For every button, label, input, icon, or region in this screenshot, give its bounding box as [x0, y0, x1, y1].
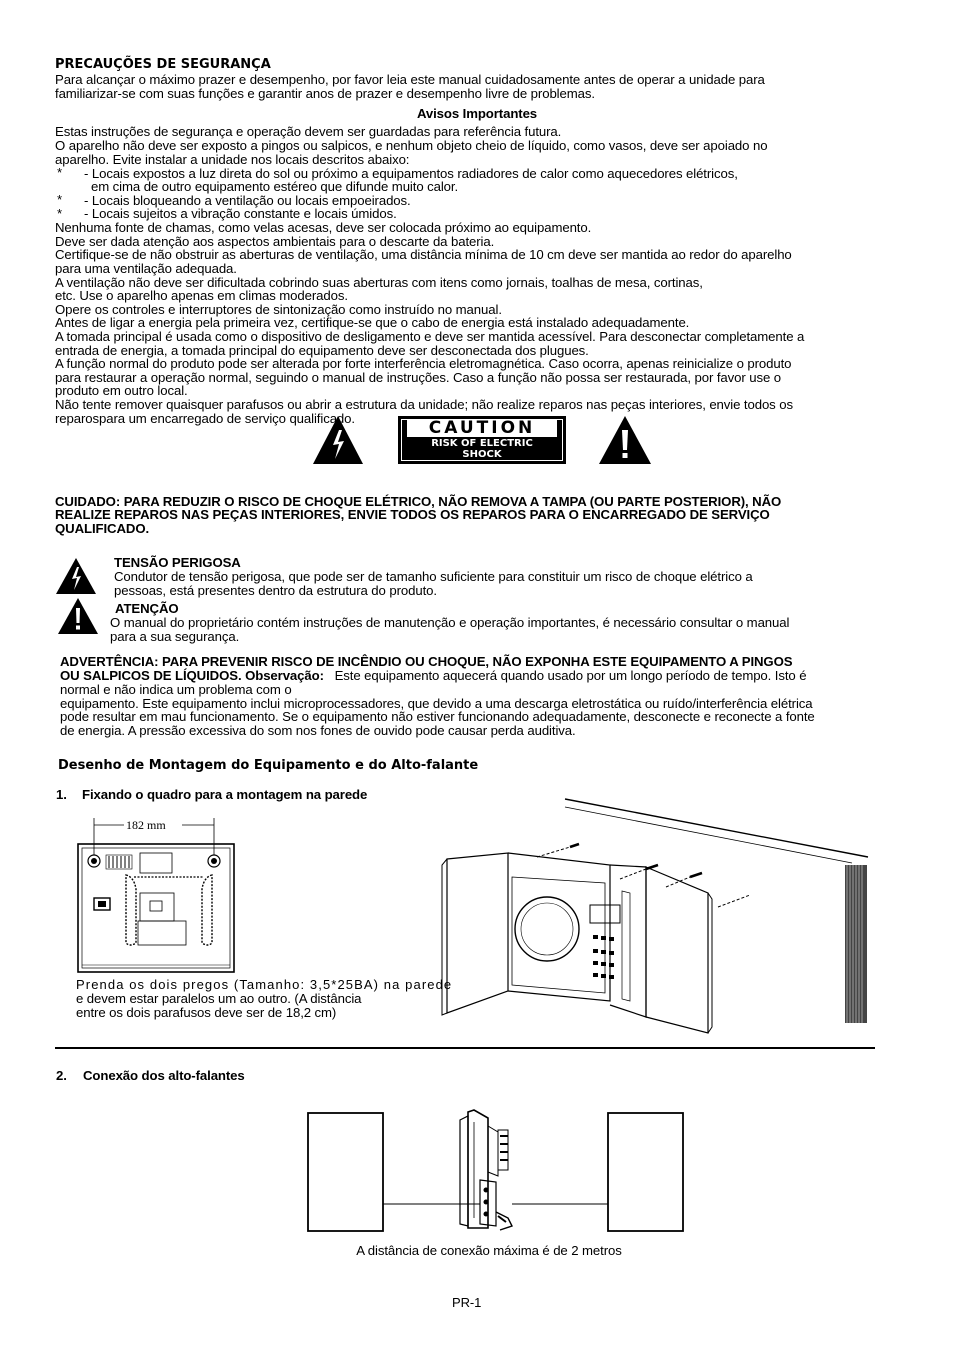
cuidado-line-1: CUIDADO: PARA REDUZIR O RISCO DE CHOQUE ELÉTRICO, NÃO REMOVA A TAMPA (OU PARTE POSTERIOR), NÃO [55, 494, 782, 509]
page-title: PRECAUÇÕES DE SEGURANÇA [55, 57, 271, 72]
advertencia-line: pode resultar em mau funcionamento. Se o equipamento não estiver funcionando adequadamente, desconecte e reconecte a fonte [60, 709, 815, 724]
step-2-caption: A distância de conexão máxima é de 2 metros [356, 1243, 622, 1258]
bullet-1-line-1: - Locais expostos a luz direta do sol ou próximo a equipamentos radiadores de calor como aquecedores elétricos, [84, 166, 738, 181]
montagem-heading: Desenho de Montagem do Equipamento e do Alto-falante [58, 758, 479, 773]
step-1-caption-line-3: entre os dois parafusos deve ser de 18,2 cm) [76, 1005, 337, 1020]
tensao-line-1: Condutor de tensão perigosa, que pode ser de tamanho suficiente para constituir um risco de choque elétrico a [114, 569, 753, 584]
step-1-caption-line-2: e devem estar paralelos um ao outro. (A distância [76, 991, 362, 1006]
step-1-caption-line-1: Prenda os dois pregos (Tamanho: 3,5*25BA) na parede [76, 977, 453, 992]
rule-line: A ventilação não deve ser dificultada cobrindo suas aberturas com itens como jornais, toalhas de mesa, cortinas, [55, 275, 703, 290]
atencao-line-1: O manual do proprietário contém instruções de manutenção e operação importantes, é necessário consultar o manual [110, 615, 790, 630]
cuidado-line-2: REALIZE REPAROS NAS PEÇAS INTERIORES, ENVIE TODOS OS REPAROS PARA O ENCARREGADO DE SERVIÇO [55, 507, 770, 522]
bullet-mark: * [57, 192, 63, 207]
rule-line: Não tente remover quaisquer parafusos ou abrir a estrutura da unidade; não realize reparos nas peças interiores, envie todos os [55, 397, 793, 412]
dimension-label: 182 mm [126, 818, 166, 832]
rule-line: A função normal do produto pode ser alterada por forte interferência eletromagnética. Caso ocorra, apenas reinicialize o produto [55, 356, 792, 371]
lightning-triangle-icon [312, 415, 364, 465]
avisos-line-3: aparelho. Evite instalar a unidade nos locais descritos abaixo: [55, 152, 410, 167]
exclamation-triangle-icon [598, 415, 652, 465]
caution-word: CAUTION [407, 419, 557, 437]
advertencia-line-2-rest: Este equipamento aquecerá quando usado por um longo período de tempo. Isto é [323, 668, 807, 683]
intro-line-1: Para alcançar o máximo prazer e desempenho, por favor leia este manual cuidadosamente antes de operar a unidade para [55, 72, 765, 87]
page-number: PR-1 [452, 1295, 482, 1310]
avisos-line-1: Estas instruções de segurança e operação devem ser guardadas para referência futura. [55, 124, 562, 139]
tensao-heading: TENSÃO PERIGOSA [114, 555, 241, 570]
step-2-number: 2. [56, 1068, 67, 1083]
advertencia-line-1: ADVERTÊNCIA: PARA PREVENIR RISCO DE INCÊNDIO OU CHOQUE, NÃO EXPONHA ESTE EQUIPAMENTO A PINGOS [60, 654, 793, 669]
atencao-line-2: para a sua segurança. [110, 629, 240, 644]
bullet-1-line-2: em cima de outro equipamento estéreo que difunde muito calor. [91, 179, 459, 194]
wall-bracket-drawing [76, 815, 238, 975]
advertencia-line: equipamento. Este equipamento inclui microprocessadores, que devido a uma descarga eletrostática ou ruído/interferência elétrica [60, 696, 813, 711]
tensao-line-2: pessoas, está presentes dentro da estrutura do produto. [114, 583, 437, 598]
rule-line: Opere os controles e interruptores de sintonização como instruído no manual. [55, 302, 502, 317]
bullet-3-line: - Locais sujeitos a vibração constante e locais úmidos. [84, 206, 397, 221]
advertencia-line-2 [60, 669, 806, 683]
rule-line: Deve ser dada atenção aos aspectos ambientais para o descarte da bateria. [55, 234, 495, 249]
intro-line-2: familiarizar-se com suas funções e garantir anos de prazer e desempenho livre de problemas. [55, 86, 595, 101]
bullet-2-line: - Locais bloqueando a ventilação ou locais empoeirados. [84, 193, 411, 208]
caution-line-1: RISK OF ELECTRIC [431, 438, 533, 449]
cuidado-line-3: QUALIFICADO. [55, 521, 150, 536]
atencao-heading: ATENÇÃO [115, 601, 179, 616]
advertencia-line: de energia. A pressão excessiva do som nos fones de ouvido pode causar perda auditiva. [60, 723, 576, 738]
bullet-mark: * [57, 165, 63, 180]
rule-line: reparospara um encarregado de serviço qualificado. [55, 411, 355, 426]
rule-line: para uma ventilação adequada. [55, 261, 237, 276]
step-2-label: Conexão dos alto-falantes [83, 1068, 245, 1083]
caution-line-2: SHOCK [462, 449, 502, 460]
rule-line: Nenhuma fonte de chamas, como velas acesas, deve ser colocada próximo ao equipamento. [55, 220, 592, 235]
rule-line: produto em outro local. [55, 383, 188, 398]
advertencia-line-2-bold: OU SALPICOS DE LÍQUIDOS. Observação: [60, 668, 324, 683]
caution-sign [398, 416, 566, 464]
advertencia-line: normal e não indica um problema com o [60, 682, 292, 697]
step-1-number: 1. [56, 787, 67, 802]
rule-line: Certifique-se de não obstruir as aberturas de ventilação, uma distância mínima de 10 cm deve ser mantida ao redor do aparelho [55, 247, 792, 262]
exclamation-triangle-icon [57, 597, 99, 635]
speaker-connection-diagram [300, 1108, 690, 1238]
bullet-mark: * [57, 206, 63, 221]
rule-line: entrada de energia, a tomada principal do equipamento deve ser desconectada dos plugues. [55, 343, 589, 358]
rule-line: etc. Use o aparelho apenas em climas moderados. [55, 288, 348, 303]
rule-line: para restaurar a operação normal, seguindo o manual de instruções. Caso a função não possa ser restaurada, por favor use o [55, 370, 782, 385]
wall-mount-illustration [440, 795, 870, 1035]
avisos-heading: Avisos Importantes [416, 106, 538, 121]
avisos-line-2: O aparelho não deve ser exposto a pingos ou salpicos, e nenhum objeto cheio de líquido, como vasos, deve ser apoiado no [55, 138, 768, 153]
rule-line: Antes de ligar a energia pela primeira vez, certifique-se que o cabo de energia está instalado adequadamente. [55, 315, 690, 330]
rule-line: A tomada principal é usada como o dispositivo de desligamento e deve ser mantida acessível. Para desconectar completamente a [55, 329, 805, 344]
section-divider [55, 1047, 875, 1049]
step-1-label: Fixando o quadro para a montagem na parede [82, 787, 368, 802]
lightning-triangle-icon [55, 557, 97, 595]
